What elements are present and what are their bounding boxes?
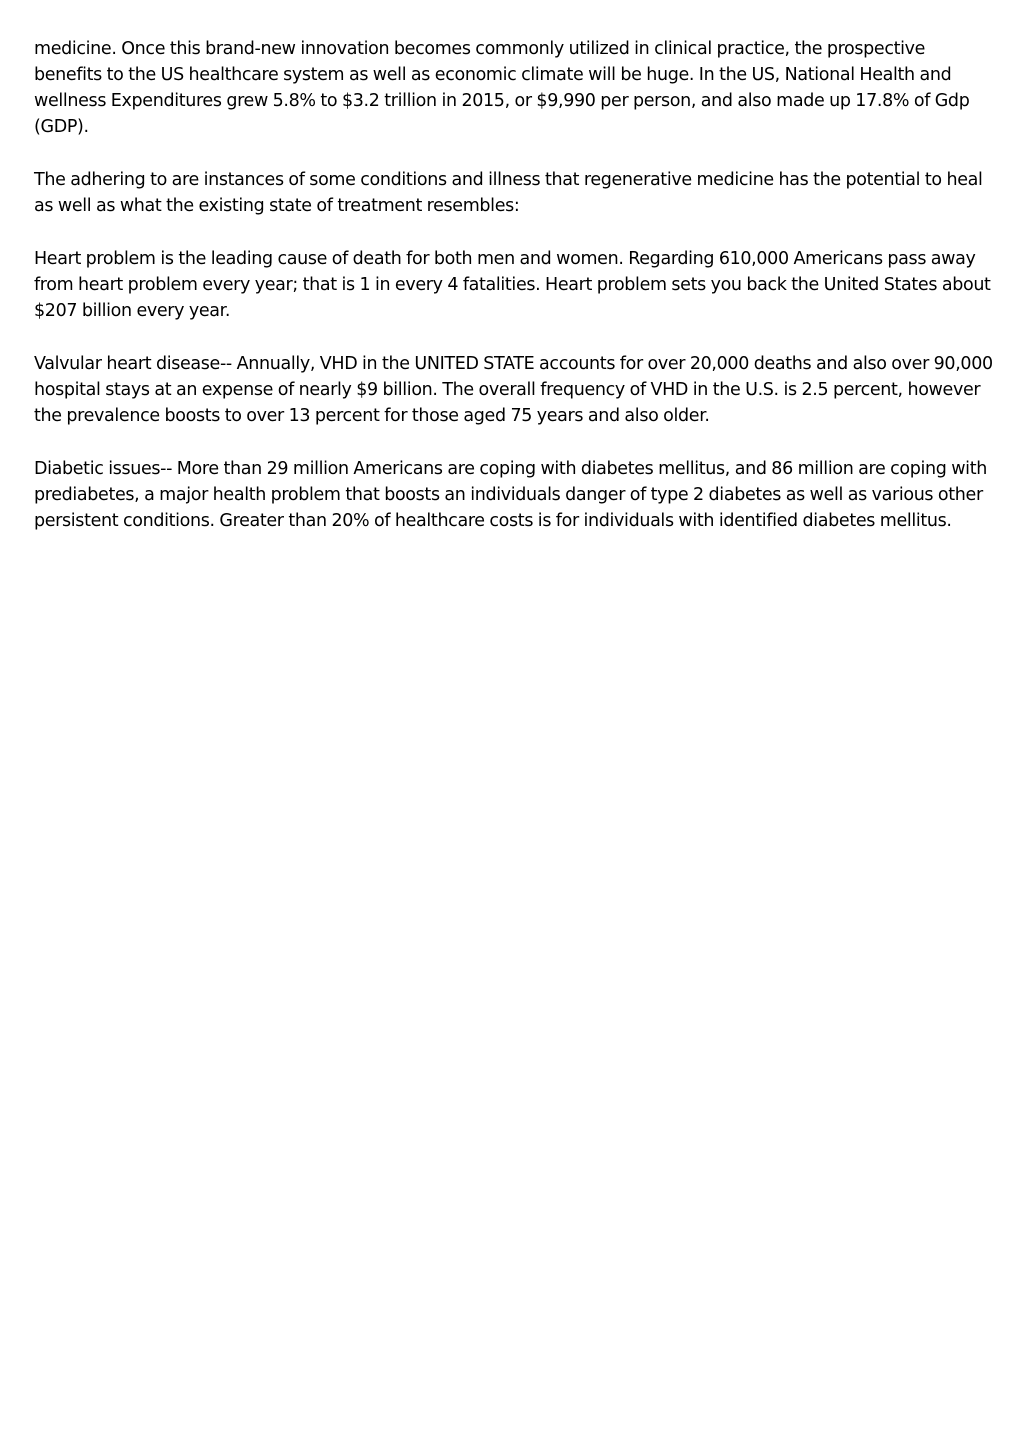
- paragraph-valvular-heart-disease: Valvular heart disease-- Annually, VHD in the UNITED STATE accounts for over 20,000 deaths and also over 90,000 hospital stays at an expense of nearly $9 billion. The overall frequency of VHD in the U.S. is 2.5 percent, however the prevalence boosts to over 13 percent for those aged 75 years and also older.: [34, 354, 993, 426]
- paragraph-intro-continuation: medicine. Once this brand-new innovation becomes commonly utilized in clinical practice, the prospective benefits to the US healthcare system as well as economic climate will be huge. In the US, National Health and wellness Expenditures grew 5.8% to $3.2 trillion in 2015, or $9,990 per person, and also made up 17.8% of Gdp (GDP).: [34, 39, 970, 137]
- paragraph-conditions-intro: The adhering to are instances of some conditions and illness that regenerative medicine has the potential to heal as well as what the existing state of treatment resembles:: [34, 170, 983, 216]
- document-page: [34, 36, 994, 561]
- paragraph-diabetes: Diabetic issues-- More than 29 million Americans are coping with diabetes mellitus, and 86 million are coping with prediabetes, a major health problem that boosts an individuals danger of type 2 diabetes as well as various other persistent conditions. Greater than 20% of healthcare costs is for individuals with identified diabetes mellitus.: [34, 459, 987, 531]
- paragraph-heart-problem: Heart problem is the leading cause of death for both men and women. Regarding 610,000 Americans pass away from heart problem every year; that is 1 in every 4 fatalities. Heart problem sets you back the United States about $207 billion every year.: [34, 249, 991, 321]
